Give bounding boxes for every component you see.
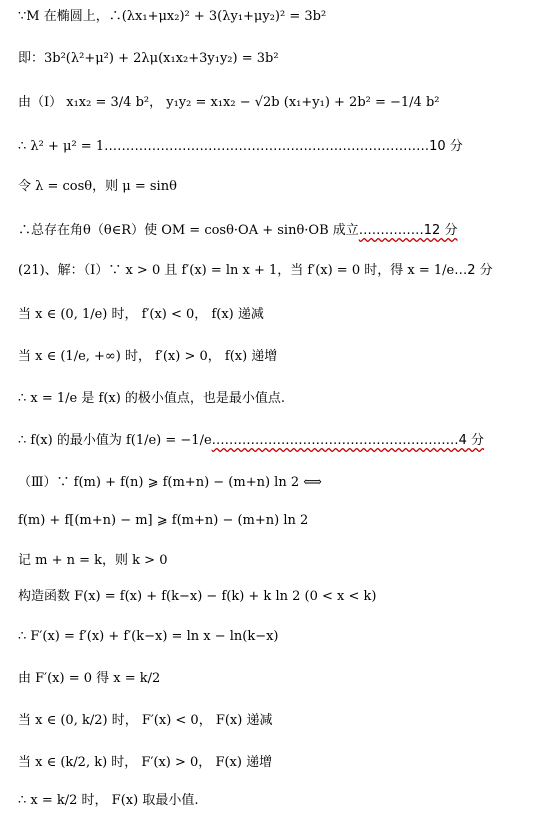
line-9: 当 x ∈ (1/e, +∞) 时， f′(x) > 0， f(x) 递增 xyxy=(18,349,278,364)
line-3: 由（Ⅰ） x₁x₂ = 3/4 b²， y₁y₂ = x₁x₂ − √2b (x₁+y₁) + 2b² = −1/4 b² xyxy=(18,95,440,110)
line-7: (21)、解：（Ⅰ）∵ x > 0 且 f′(x) = ln x + 1，当 f′(x) = 0 时，得 x = 1/e…2 分 xyxy=(18,263,493,278)
line-10: ∴ x = 1/e 是 f(x) 的极小值点，也是最小值点. xyxy=(18,391,286,406)
score-2: …2 分 xyxy=(454,263,493,278)
score-4: …………………………………………………4 分 xyxy=(211,433,485,448)
line-17: 由 F′(x) = 0 得 x = k/2 xyxy=(18,671,161,686)
line-16: ∴ F′(x) = f′(x) + f′(k−x) = ln x − ln(k−x) xyxy=(18,629,279,644)
line-6: ∴总存在角θ（θ∈R）使 OM = cosθ·OA + sinθ·OB 成立……………12 分 xyxy=(18,223,458,238)
line-12: （Ⅲ）∵ f(m) + f(n) ⩾ f(m+n) − (m+n) ln 2 ⟺ xyxy=(18,475,322,490)
line-2: 即：3b²(λ²+μ²) + 2λμ(x₁x₂+3y₁y₂) = 3b² xyxy=(18,51,279,66)
line-4: ∴ λ² + μ² = 1…………………………………………………………………10 分 xyxy=(18,139,463,154)
line-14: 记 m + n = k，则 k > 0 xyxy=(18,553,168,568)
score-10: …………………………………………………………………10 分 xyxy=(104,139,463,154)
line-1: ∵M 在椭圆上，∴(λx₁+μx₂)² + 3(λy₁+μy₂)² = 3b² xyxy=(18,9,327,24)
line-18: 当 x ∈ (0, k/2) 时， F′(x) < 0， F(x) 递减 xyxy=(18,713,273,728)
line-19: 当 x ∈ (k/2, k) 时， F′(x) > 0， F(x) 递增 xyxy=(18,755,273,770)
line-11: ∴ f(x) 的最小值为 f(1/e) = −1/e…………………………………………………4 分 xyxy=(18,433,485,448)
score-12: ……………12 分 xyxy=(358,223,458,238)
line-8: 当 x ∈ (0, 1/e) 时， f′(x) < 0， f(x) 递减 xyxy=(18,307,264,322)
line-5: 令 λ = cosθ，则 μ = sinθ xyxy=(18,179,177,194)
line-20: ∴ x = k/2 时， F(x) 取最小值. xyxy=(18,793,199,808)
line-13: f(m) + f[(m+n) − m] ⩾ f(m+n) − (m+n) ln 2 xyxy=(18,513,309,528)
line-15: 构造函数 F(x) = f(x) + f(k−x) − f(k) + k ln 2 (0 < x < k) xyxy=(18,589,377,604)
